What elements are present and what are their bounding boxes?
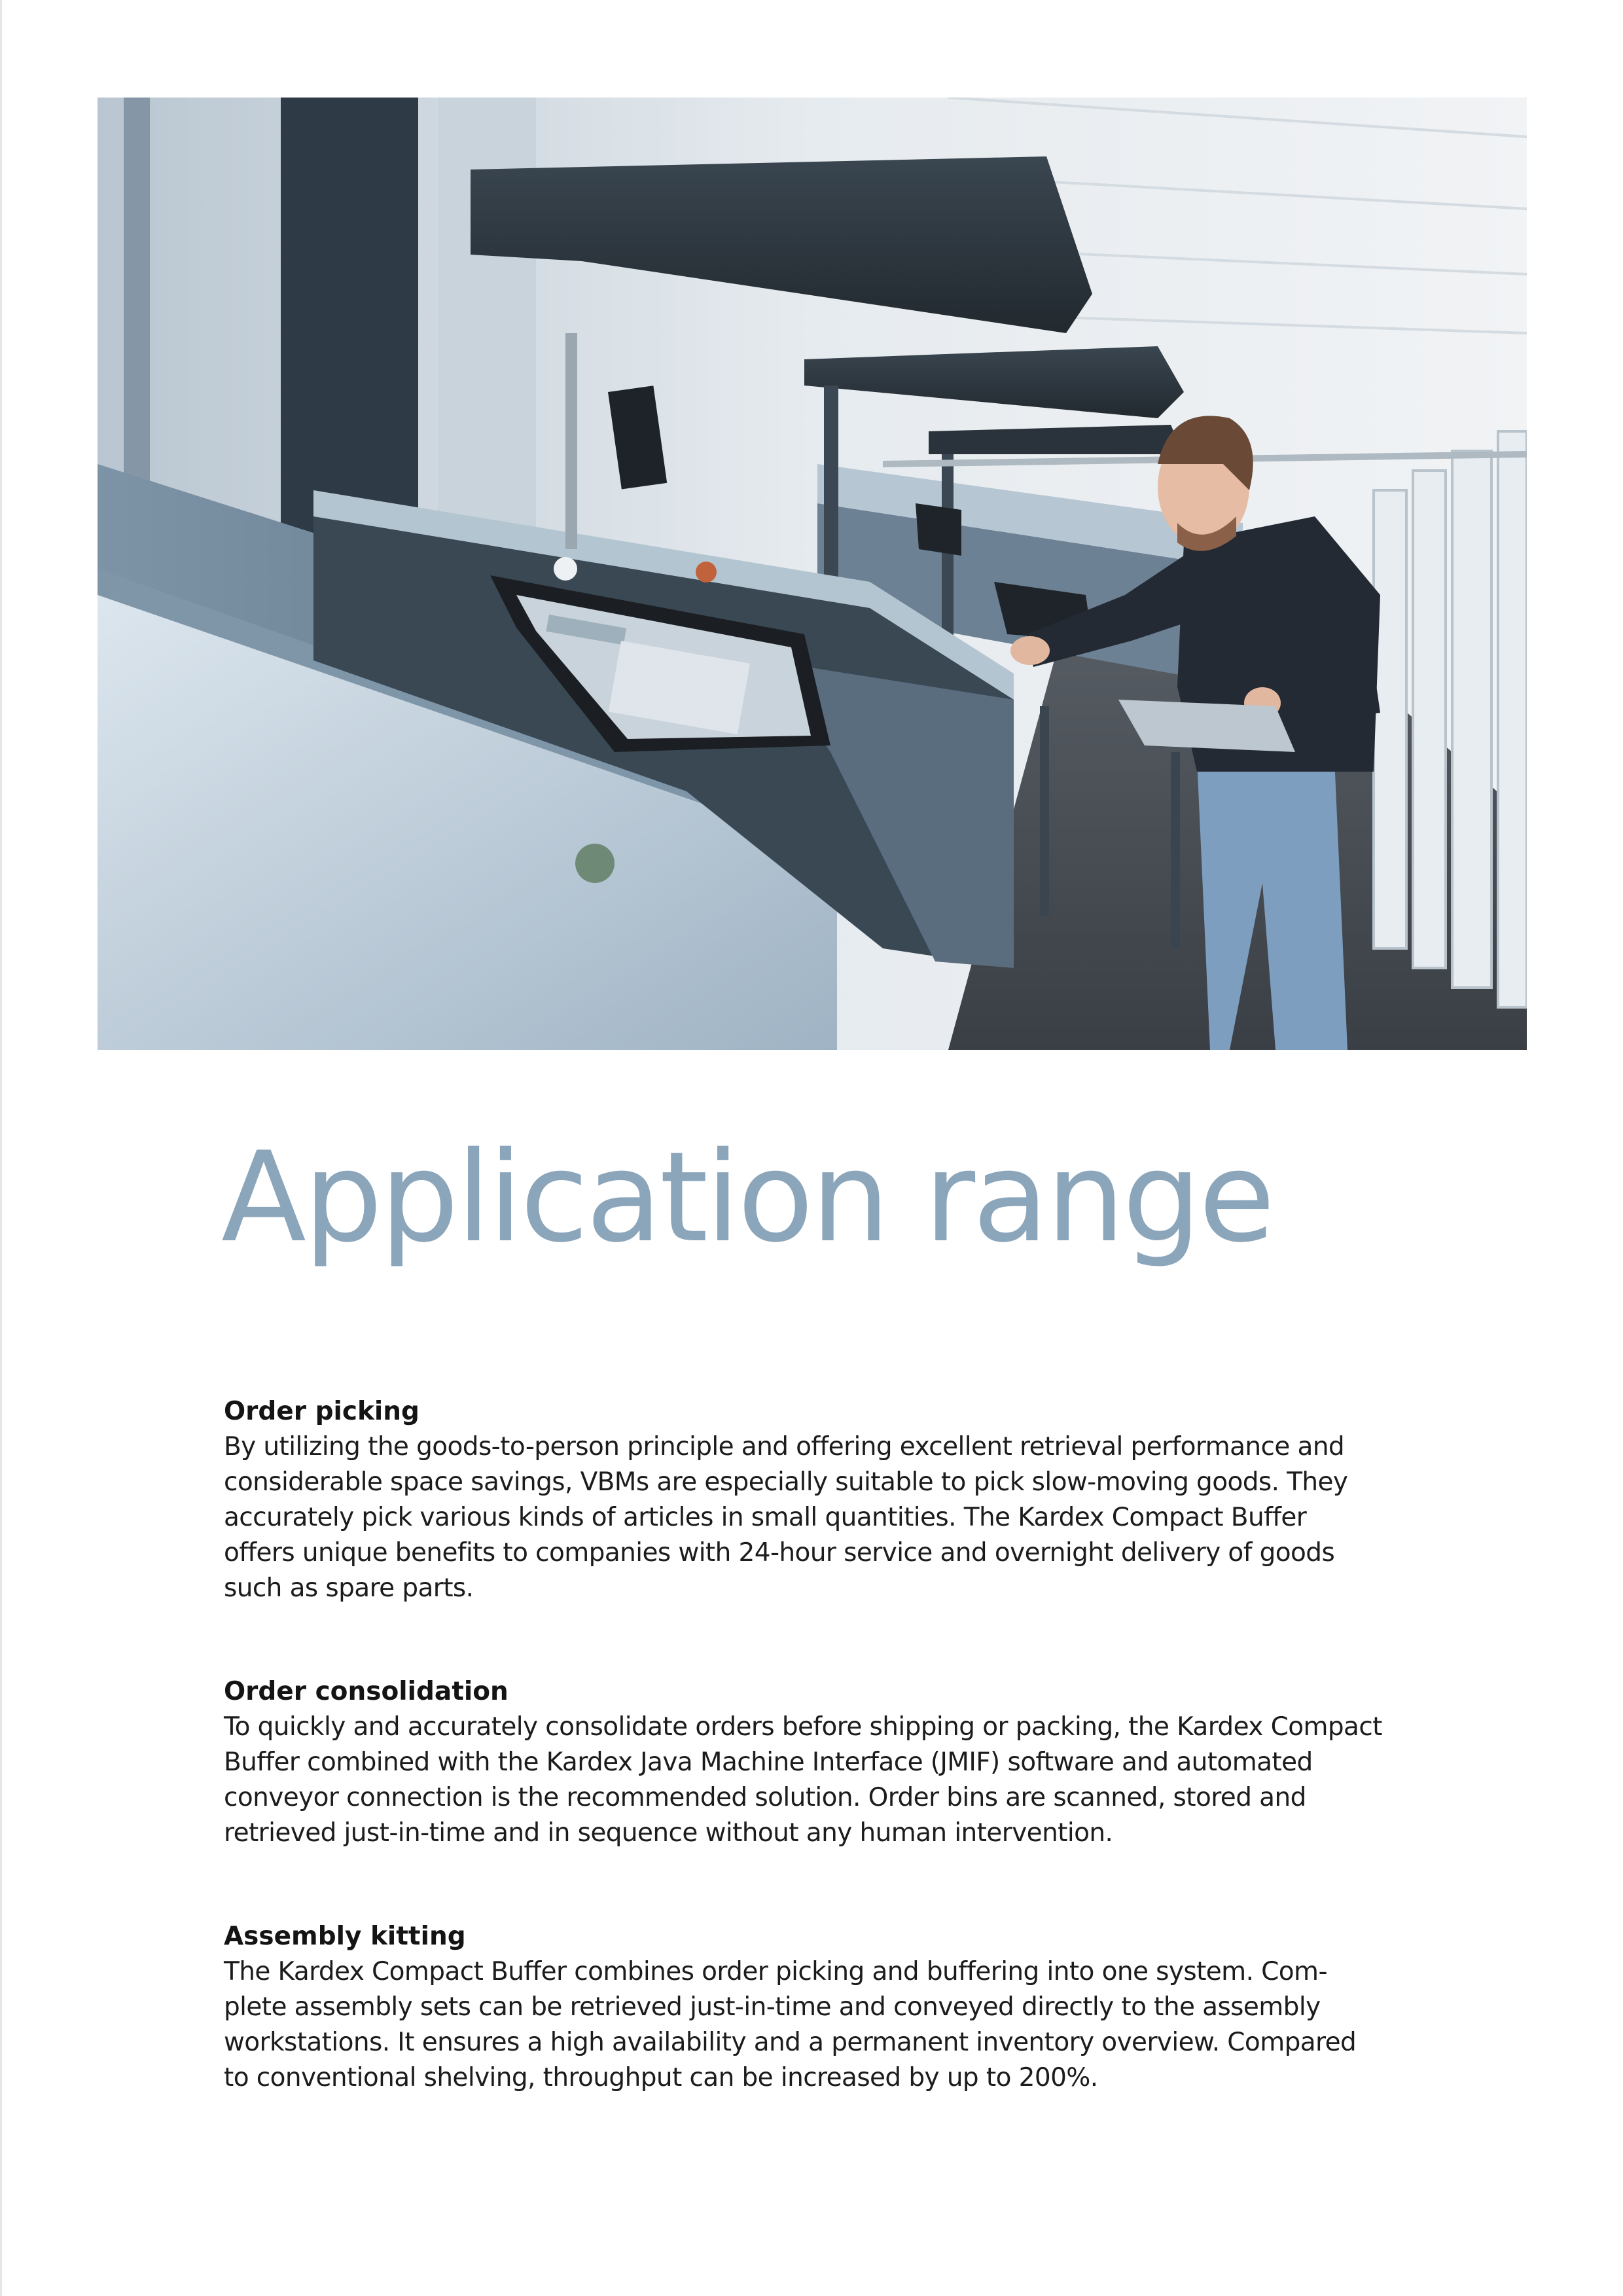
body-line: retrieved just-in-time and in sequence without any human intervention. (224, 1818, 1113, 1848)
section-order-picking (224, 1394, 1428, 1606)
section-body (224, 1954, 1428, 2096)
body-line: plete assembly sets can be retrieved just-in-time and conveyed directly to the assembly (224, 1992, 1321, 2022)
section-assembly-kitting (224, 1919, 1428, 2096)
body-line: offers unique benefits to companies with 24-hour service and overnight delivery of goods (224, 1538, 1335, 1568)
section-order-consolidation (224, 1674, 1428, 1851)
body-line: By utilizing the goods-to-person principle and offering excellent retrieval performance and (224, 1432, 1345, 1462)
section-title: Order consolidation (224, 1677, 508, 1706)
body-line: conveyor connection is the recommended solution. Order bins are scanned, stored and (224, 1783, 1306, 1812)
section-title: Order picking (224, 1397, 419, 1426)
section-title: Assembly kitting (224, 1922, 466, 1951)
body-line: To quickly and accurately consolidate orders before shipping or packing, the Kardex Compact (224, 1712, 1382, 1742)
content-body (224, 1394, 1428, 2164)
page-title: Application range (221, 1125, 1273, 1270)
hero-photo (98, 98, 1527, 1050)
hero-photo-illustration (98, 98, 1527, 1050)
page-edge (0, 0, 2, 2296)
body-line: workstations. It ensures a high availability and a permanent inventory overview. Compared (224, 2028, 1357, 2057)
body-line: The Kardex Compact Buffer combines order picking and buffering into one system. Com- (224, 1957, 1327, 1986)
body-line: accurately pick various kinds of articles in small quantities. The Kardex Compact Buffer (224, 1503, 1307, 1532)
body-line: to conventional shelving, throughput can be increased by up to 200%. (224, 2063, 1098, 2092)
section-body (224, 1710, 1428, 1851)
body-line: considerable space savings, VBMs are especially suitable to pick slow-moving goods. They (224, 1467, 1348, 1497)
body-line: Buffer combined with the Kardex Java Machine Interface (JMIF) software and automated (224, 1748, 1313, 1777)
section-body (224, 1429, 1428, 1606)
body-line: such as spare parts. (224, 1573, 474, 1603)
